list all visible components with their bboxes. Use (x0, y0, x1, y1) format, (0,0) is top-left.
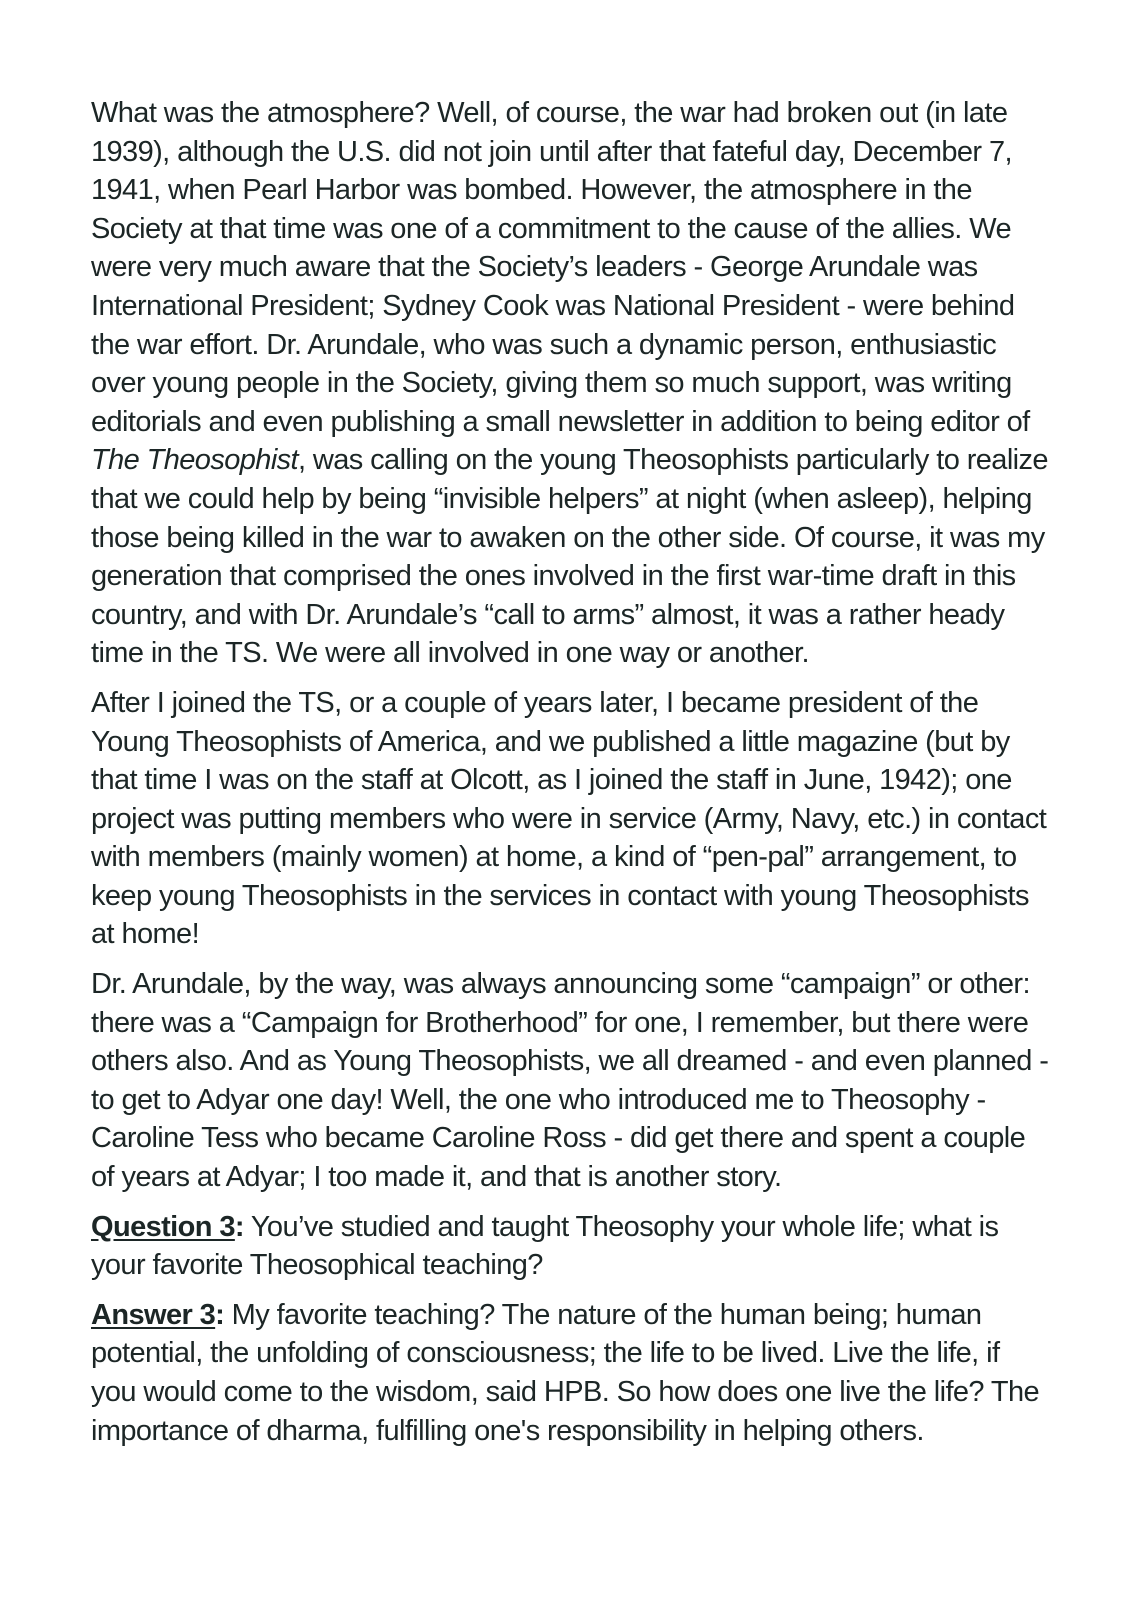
answer-text: My favorite teaching? The nature of the human being; human potential, the unfolding of consciousness; the life to be lived. Live the life, if you would come to the wisdom, said HPB. So how does one live the life? The importance of dharma, fulfilling one's responsibility in helping others. (91, 1298, 1040, 1447)
answer-label: Answer 3 (91, 1298, 216, 1331)
paragraph-campaigns: Dr. Arundale, by the way, was always announcing some “campaign” or other: there was a “Campaign for Brotherhood” for one, I remember, but there were others also. And as Young Theosophists, we all dreamed - and even planned - to get to Adyar one day! Well, the one who introduced me to Theosophy - Caroline Tess who became Caroline Ross - did get there and spent a couple of years at Adyar; I too made it, and that is another story. (91, 968, 1049, 1194)
question-3 (91, 1208, 1051, 1285)
answer-colon: : (215, 1298, 225, 1331)
document-page (91, 94, 1051, 1461)
paragraph-atmosphere-text-end: , was calling on the young Theosophists particularly to realize that we could help by being “invisible helpers” at night (when asleep), helping those being killed in the war to awaken on the other side. Of course, it was my generation that comprised the ones involved in the first war-time draft in this country, and with Dr. Arundale’s “call to arms” almost, it was a rather heady time in the TS. We were all involved in one way or another. (91, 444, 1048, 670)
question-colon: : (234, 1210, 244, 1243)
answer-3 (91, 1296, 1051, 1450)
question-text: You’ve studied and taught Theosophy your whole life; what is your favorite Theosophical teaching? (91, 1210, 999, 1282)
question-label: Question 3 (91, 1210, 235, 1243)
paragraph-atmosphere (91, 94, 1051, 673)
magazine-title: The Theosophist (91, 444, 299, 477)
paragraph-atmosphere-text-start: What was the atmosphere? Well, of course, the war had broken out (in late 1939), although the U.S. did not join until after that fateful day, December 7, 1941, when Pearl Harbor was bombed. However, the atmosphere in the Society at that time was one of a commitment to the cause of the allies. We were very much aware that the Society’s leaders - George Arundale was International President; Sydney Cook was National President - were behind the war effort. Dr. Arundale, who was such a dynamic person, enthusiastic over young people in the Society, giving them so much support, was writing editorials and even publishing a small newsletter in addition to being editor of (91, 97, 1030, 438)
paragraph-young-theosophists: After I joined the TS, or a couple of years later, I became president of the Young Theosophists of America, and we published a little magazine (but by that time I was on the staff at Olcott, as I joined the staff in June, 1942); one project was putting members who were in service (Army, Navy, etc.) in contact with members (mainly women) at home, a kind of “pen-pal” arrangement, to keep young Theosophists in the services in contact with young Theosophists at home! (91, 686, 1047, 951)
